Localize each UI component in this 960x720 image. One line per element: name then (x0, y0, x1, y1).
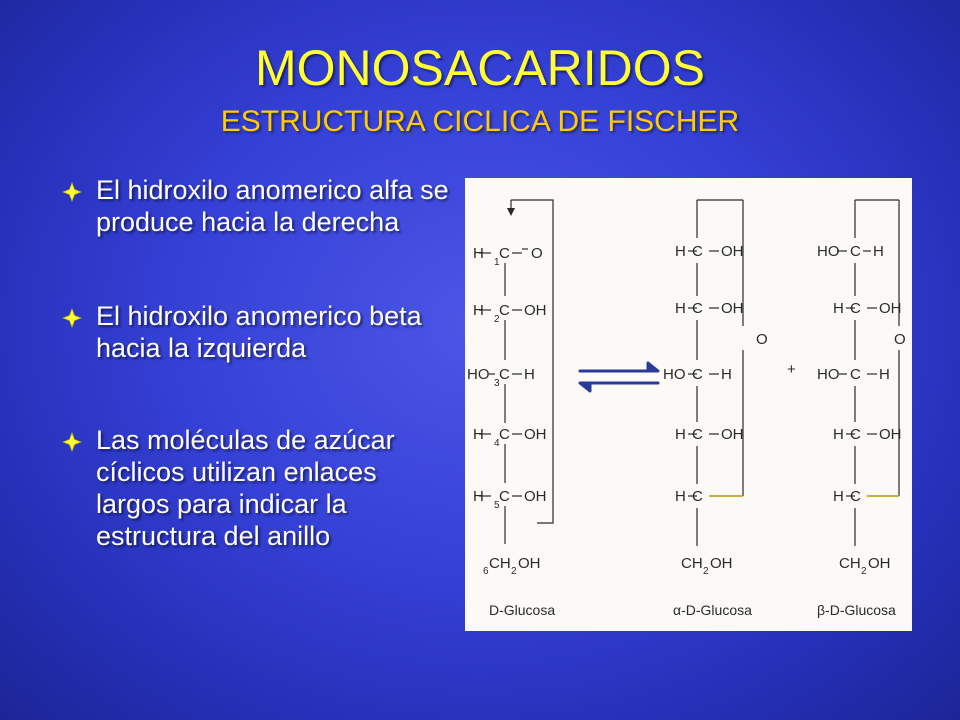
d-glucosa-c6-end: OH (518, 555, 541, 572)
d-glucosa-c1-num: 1 (494, 257, 500, 268)
beta-c3: C (850, 366, 861, 383)
d-glucosa-c5-num: 5 (494, 500, 500, 511)
alpha-c1: C (692, 243, 703, 260)
d-glucosa-c3-num: 3 (494, 378, 500, 389)
d-glucosa-c4: C (499, 426, 510, 443)
alpha-c3-left: HO (663, 366, 686, 383)
slide-title: MONOSACARIDOS (254, 40, 706, 96)
bullet-text: El hidroxilo anomerico alfa se produce hacia la derecha (96, 175, 449, 237)
diamond-bullet-icon (62, 432, 82, 452)
beta-c2-right: OH (879, 300, 902, 317)
beta-c4-left: H (833, 426, 844, 443)
alpha-c6-sub: 2 (703, 566, 709, 577)
bullet-item (62, 300, 457, 364)
caption-d-glucosa: D-Glucosa (489, 602, 556, 618)
caption-beta-d-glucosa: β-D-Glucosa (817, 602, 896, 618)
beta-c5: C (850, 488, 861, 505)
d-glucosa-c5-right: OH (524, 488, 547, 505)
fischer-diagram (465, 178, 912, 631)
arrowhead-icon (507, 208, 515, 216)
d-glucosa-c2-right: OH (524, 302, 547, 319)
alpha-c2-right: OH (721, 300, 744, 317)
beta-c1-right: H (873, 243, 884, 260)
d-glucosa-c2: C (499, 302, 510, 319)
beta-c5-left: H (833, 488, 844, 505)
bullet-item (62, 424, 457, 552)
bullet-text: El hidroxilo anomerico beta hacia la izquierda (96, 301, 422, 363)
d-glucosa-c1-right: O (531, 245, 543, 262)
d-glucosa-c2-left: H (473, 302, 484, 319)
bullet-list (62, 174, 457, 552)
caption-alpha-d-glucosa: α-D-Glucosa (673, 602, 752, 618)
alpha-c1-left: H (675, 243, 686, 260)
equilibrium-arrows-icon (580, 363, 658, 391)
d-glucosa-c3-left: HO (467, 366, 490, 383)
alpha-c5: C (692, 488, 703, 505)
beta-c3-right: H (879, 366, 890, 383)
d-glucosa-c2-num: 2 (494, 314, 500, 325)
d-glucosa-c1: C (499, 245, 510, 262)
diamond-bullet-icon (62, 308, 82, 328)
d-glucosa-c4-right: OH (524, 426, 547, 443)
alpha-c6: CH (681, 555, 703, 572)
alpha-c5-left: H (675, 488, 686, 505)
alpha-c2-left: H (675, 300, 686, 317)
diamond-bullet-icon (62, 182, 82, 202)
alpha-c3-right: H (721, 366, 732, 383)
d-glucosa-c6: CH (489, 555, 511, 572)
alpha-c1-right: OH (721, 243, 744, 260)
fischer-projection-figure (465, 178, 912, 631)
beta-c1-left: HO (817, 243, 840, 260)
beta-ring-oxygen: O (894, 331, 906, 348)
d-glucosa-c4-num: 4 (494, 438, 500, 449)
slide-subtitle: ESTRUCTURA CICLICA DE FISCHER (220, 105, 740, 138)
d-glucosa-c3-right: H (524, 366, 535, 383)
bullet-item (62, 174, 457, 238)
beta-c6-end: OH (868, 555, 891, 572)
alpha-c4-left: H (675, 426, 686, 443)
alpha-c3: C (692, 366, 703, 383)
alpha-ring-oxygen: O (756, 331, 768, 348)
alpha-c4-right: OH (721, 426, 744, 443)
d-glucosa-c6-num: 6 (483, 566, 489, 577)
beta-c3-left: HO (817, 366, 840, 383)
alpha-c4: C (692, 426, 703, 443)
beta-c2: C (850, 300, 861, 317)
beta-c1: C (850, 243, 861, 260)
d-glucosa-c3: C (499, 366, 510, 383)
d-glucosa-c5-left: H (473, 488, 484, 505)
beta-c4-right: OH (879, 426, 902, 443)
d-glucosa-c4-left: H (473, 426, 484, 443)
beta-c6: CH (839, 555, 861, 572)
alpha-c2: C (692, 300, 703, 317)
beta-c4: C (850, 426, 861, 443)
alpha-c6-end: OH (710, 555, 733, 572)
plus-sign: + (787, 361, 796, 378)
d-glucosa-c1-left: H (473, 245, 484, 262)
beta-c2-left: H (833, 300, 844, 317)
beta-c6-sub: 2 (861, 566, 867, 577)
d-glucosa-c6-sub: 2 (511, 566, 517, 577)
d-glucosa-c5: C (499, 488, 510, 505)
bullet-text: Las moléculas de azúcar cíclicos utilizan enlaces largos para indicar la estructura del anillo (96, 425, 395, 551)
